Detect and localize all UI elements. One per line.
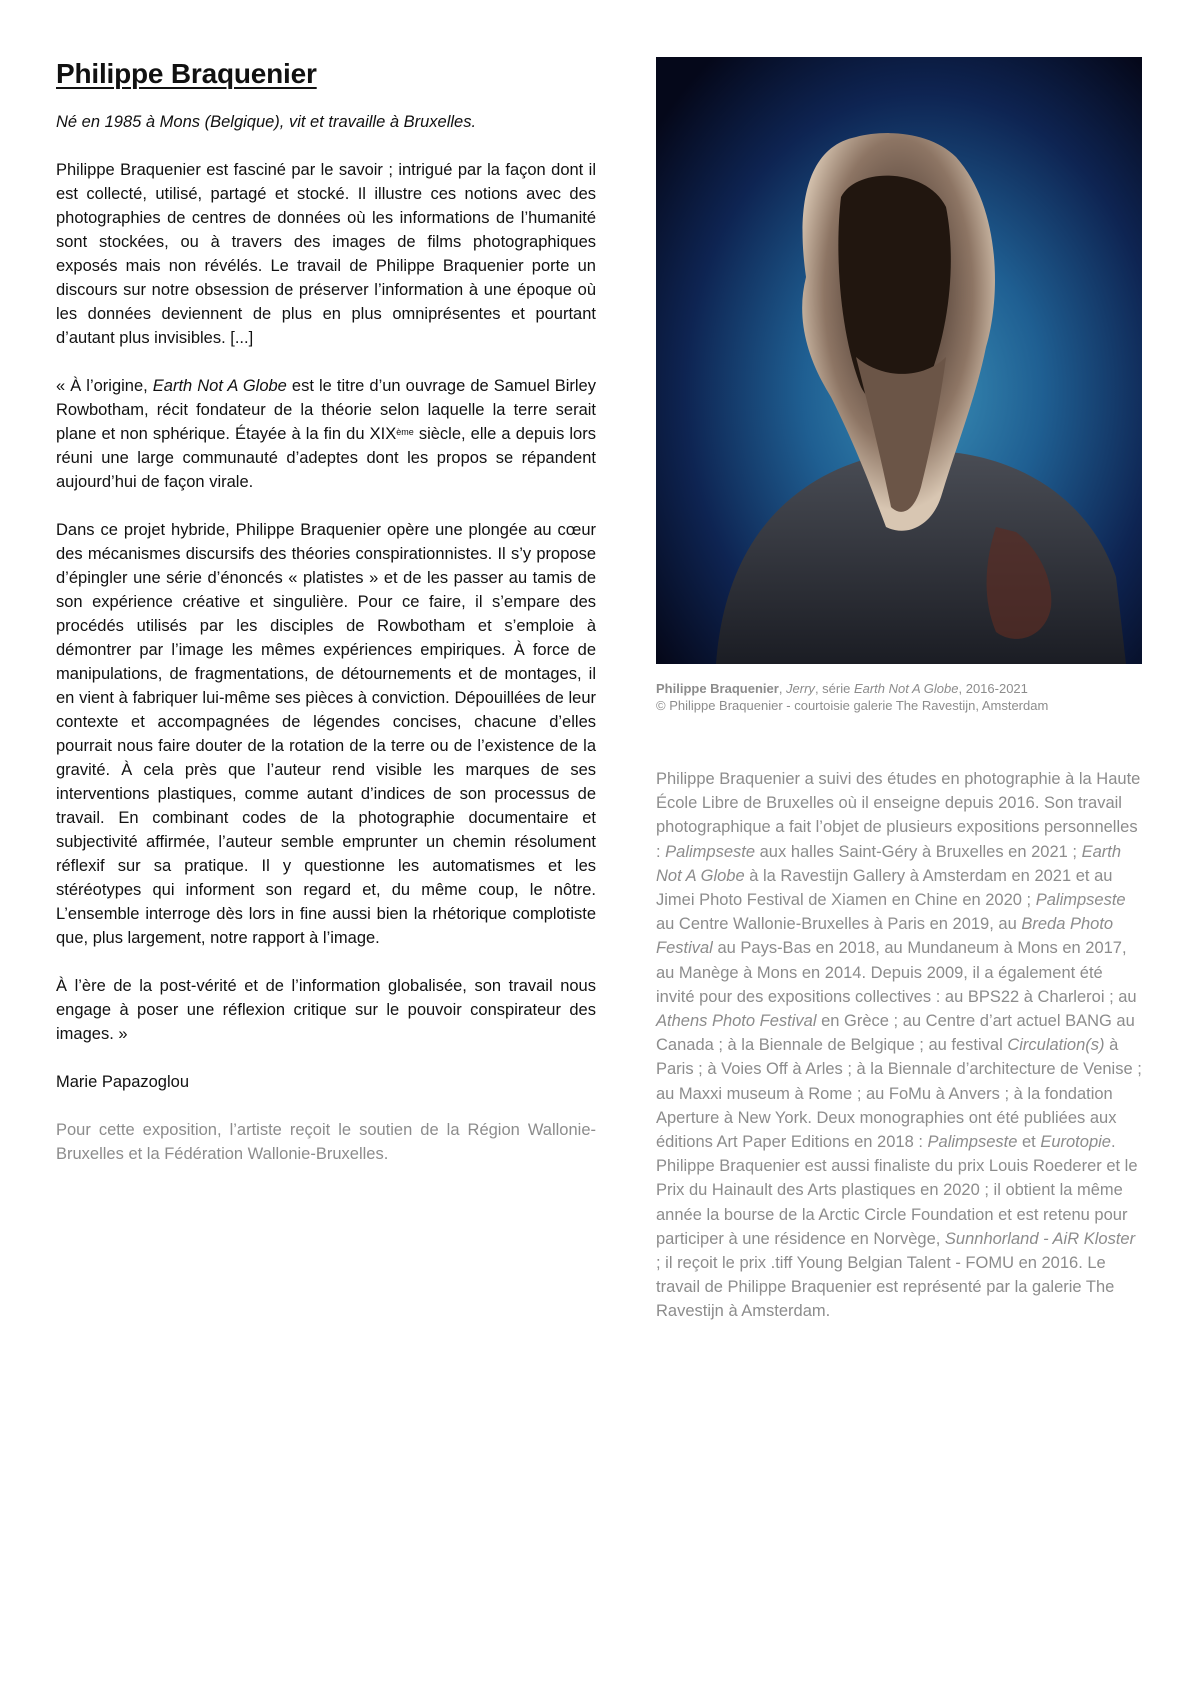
- caption-text: , série: [814, 681, 854, 696]
- paragraph-2-text: est le titre d’un ouvrage de Samuel Birley Rowbotham, récit fondateur de la théorie selon laquelle la terre serait plane et non sphérique. Étayée à la fin du XIX: [56, 377, 596, 443]
- bio-italic-title: Earth Not A Globe: [656, 842, 1121, 885]
- main-text-column: [56, 56, 596, 1166]
- paragraph-2: [56, 374, 596, 494]
- artist-biography: [656, 767, 1142, 1324]
- author-name: Marie Papazoglou: [56, 1073, 189, 1091]
- portrait-photo: [656, 57, 1142, 664]
- artist-intro: Né en 1985 à Mons (Belgique), vit et travaille à Bruxelles.: [56, 113, 477, 131]
- bio-text: ; il reçoit le prix .tiff Young Belgian Talent - FOMU en 2016. Le travail de Philippe Braquenier est représenté par la galerie The Ravestijn à Amsterdam.: [656, 1254, 1115, 1321]
- bio-text: à Paris ; à Voies Off à Arles ; à la Biennale d’architecture de Venise ; au Maxxi museum à Rome ; au FoMu à Anvers ; à la fondation Aperture à New York. Deux monographies ont été publiées aux éditions Art Paper Editions en 2018 :: [656, 1036, 1142, 1152]
- photo-caption: [656, 680, 1142, 714]
- book-title: Earth Not A Globe: [152, 377, 287, 395]
- bio-italic-title: Athens Photo Festival: [656, 1012, 817, 1031]
- paragraph-4: À l’ère de la post-vérité et de l’information globalisée, son travail nous engage à poser une réflexion critique sur le pouvoir conspirateur des images. »: [56, 977, 596, 1043]
- caption-series: Earth Not A Globe: [853, 681, 959, 696]
- side-column: [656, 57, 1142, 1324]
- bio-text: aux halles Saint-Géry à Bruxelles en 2021 ;: [755, 842, 1082, 861]
- bio-text: . Philippe Braquenier est aussi finaliste du prix Louis Roederer et le Prix du Hainault des Arts plastiques en 2020 ; il obtient la même année la bourse de la Arctic Circle Foundation et est retenu pour participer à une résidence en Norvège,: [656, 1133, 1138, 1248]
- caption-years: , 2016-2021: [958, 681, 1028, 696]
- caption-credit: © Philippe Braquenier - courtoisie galerie The Ravestijn, Amsterdam: [656, 698, 1049, 713]
- bio-text: en Grèce ; au Centre d’art actuel BANG au Canada ; à la Biennale de Belgique ; au festival: [656, 1012, 1135, 1055]
- bio-text: Philippe Braquenier a suivi des études en photographie à la Haute École Libre de Bruxelles où il enseigne depuis 2016. Son travail photographique a fait l’objet de plusieurs expositions personnelles :: [656, 770, 1141, 861]
- bio-text: et: [1017, 1133, 1041, 1152]
- bio-text: au Centre Wallonie-Bruxelles à Paris en 2019, au: [656, 915, 1022, 934]
- paragraph-3: Dans ce projet hybride, Philippe Braquenier opère une plongée au cœur des mécanismes discursifs des théories conspirationnistes. Il s’y propose d’épingler une série d’énoncés « platistes » et de les passer au tamis de son expérience créative et singulière. Pour ce faire, il s’empare des procédés utilisés par les disciples de Rowbotham et s’emploie à démontrer par l’image les mêmes expériences empiriques. À force de manipulations, de fragmentations, de détournements et de montages, il en vient à fabriquer lui-même ses pièces à conviction. Dépouillées de leur contexte et accompagnées de légendes concises, chacune d’elles pourrait nous faire douter de la rotation de la terre ou de l’existence de la gravité. À cela près que l’auteur rend visible les marques de ses interventions plastiques, comme autant d’indices de son processus de travail. En combinant codes de la photographie documentaire et subjectivité affirmée, l’auteur semble emprunter un chemin résolument réflexif sur sa pratique. Il y questionne les automatismes et les stéréotypes qui informent son regard et, du même coup, le nôtre. L’ensemble interroge dès lors in fine aussi bien la rhétorique complotiste que, plus largement, notre rapport à l’image.: [56, 521, 596, 947]
- caption-work: Jerry: [786, 681, 815, 696]
- bio-italic-title: Sunnhorland - AiR Kloster: [944, 1229, 1136, 1248]
- bio-italic-title: Breda Photo Festival: [656, 915, 1114, 958]
- paragraph-1: Philippe Braquenier est fasciné par le savoir ; intrigué par la façon dont il est collecté, utilisé, partagé et stocké. Il illustre ces notions avec des photographies de centres de données où les informations de l’humanité sont stockées, ou à travers des images de films photographiques exposés mais non révélés. Le travail de Philippe Braquenier porte un discours sur notre obsession de préserver l’information à une époque où les données deviennent de plus en plus omniprésentes et pourtant d’autant plus invisibles. [...]: [56, 161, 596, 347]
- portrait-illustration: [656, 57, 1142, 664]
- bio-italic-title: Circulation(s): [1007, 1036, 1105, 1055]
- bio-italic-title: Eurotopie: [1040, 1133, 1111, 1152]
- bio-text: au Pays-Bas en 2018, au Mundaneum à Mons en 2017, au Manège à Mons en 2014. Depuis 2009, il a également été invité pour des expositions collectives : au BPS22 à Charleroi ; au: [656, 939, 1137, 1006]
- paragraph-2-text: « À l’origine,: [56, 377, 153, 395]
- paragraph-2-text: siècle, elle a depuis lors réuni une large communauté d’adeptes dont les propos se répandent aujourd’hui de façon virale.: [56, 425, 596, 491]
- support-note: Pour cette exposition, l’artiste reçoit le soutien de la Région Wallonie-Bruxelles et la Fédération Wallonie-Bruxelles.: [56, 1121, 596, 1163]
- century-superscript: ème: [396, 427, 414, 437]
- caption-artist: Philippe Braquenier: [656, 681, 779, 696]
- page-title: Philippe Braquenier: [56, 58, 317, 89]
- bio-italic-title: Palimpseste: [1035, 891, 1126, 910]
- bio-italic-title: Palimpseste: [927, 1133, 1018, 1152]
- caption-text: ,: [778, 681, 787, 696]
- bio-italic-title: Palimpseste: [665, 842, 756, 861]
- bio-text: à la Ravestijn Gallery à Amsterdam en 2021 et au Jimei Photo Festival de Xiamen en Chine en 2020 ;: [656, 866, 1113, 910]
